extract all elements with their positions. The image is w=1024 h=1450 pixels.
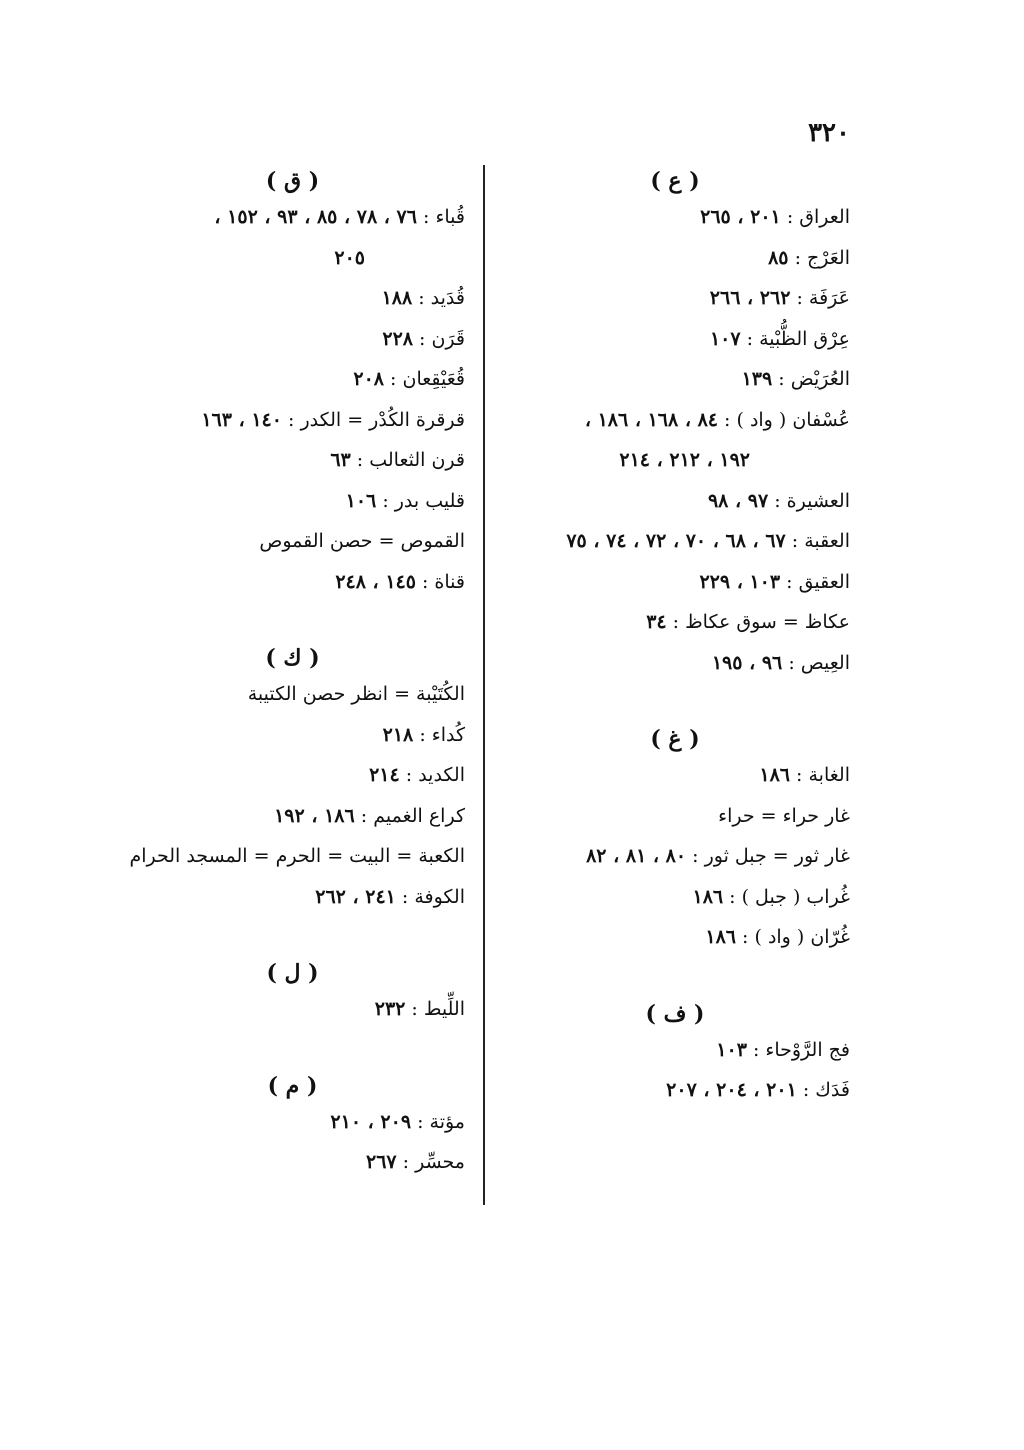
- index-entry: [500, 877, 850, 918]
- entry-name: كُداء :: [419, 723, 465, 746]
- entry-name: مؤتة :: [417, 1110, 465, 1133]
- section-gap: [500, 683, 850, 723]
- entry-page-refs: ٢٣٢: [374, 998, 406, 1020]
- entry-page-refs: ٨٤ ، ١٦٨ ، ١٨٦ ،: [584, 408, 718, 431]
- entry-name: محسِّر :: [402, 1151, 465, 1173]
- index-entry: [120, 238, 465, 279]
- index-entry: [500, 319, 850, 360]
- index-entry: [120, 715, 465, 756]
- index-entry: [120, 877, 465, 918]
- entry-page-refs: ٨٠ ، ٨١ ، ٨٢: [586, 845, 687, 867]
- entry-name: العُرَيْض :: [778, 368, 850, 390]
- index-section: [120, 165, 465, 602]
- entry-page-refs: ١٠٧: [709, 327, 741, 350]
- entry-page-refs: ٢٠٨: [353, 368, 384, 390]
- entry-page-refs: ١٠٦: [345, 489, 377, 512]
- entry-name: قرن الثعالب :: [356, 449, 465, 471]
- entry-name: القموص = حصن القموص: [259, 530, 465, 552]
- entry-name: العقيق :: [786, 570, 850, 593]
- entry-page-refs: ٨٥: [768, 246, 789, 269]
- entry-name: الكوفة :: [401, 885, 465, 908]
- entry-page-refs: ١٠٣ ، ٢٢٩: [699, 570, 781, 593]
- entry-name: قُعَيْقِعان :: [390, 368, 465, 390]
- entry-name: عكاظ = سوق عكاظ :: [672, 611, 850, 633]
- section-letter: ( ك ): [265, 645, 320, 671]
- index-entry: [500, 238, 850, 279]
- entry-name: العشيرة :: [774, 489, 850, 512]
- index-entry: [500, 1070, 850, 1111]
- index-section: [500, 165, 850, 683]
- entry-name: العِيص :: [788, 651, 850, 674]
- entry-name: قليب بدر :: [382, 489, 465, 512]
- entry-name: العراق :: [786, 206, 850, 228]
- index-entry: [120, 1142, 465, 1183]
- index-entry: [120, 278, 465, 319]
- index-entry: [500, 197, 850, 238]
- index-entry: [500, 796, 850, 837]
- index-entry: [500, 1030, 850, 1071]
- column-divider: [483, 165, 485, 1205]
- left-column: [120, 165, 465, 1183]
- entry-name: قُباء :: [423, 206, 465, 228]
- index-section: [500, 998, 850, 1111]
- section-letter: ( م ): [267, 1072, 318, 1099]
- entry-page-refs: ١٤٠ ، ١٦٣: [201, 408, 282, 431]
- index-entry: [120, 796, 465, 837]
- index-entry: [500, 755, 850, 796]
- right-column: [500, 165, 850, 1111]
- entry-page-refs: ٢٠٩ ، ٢١٠: [330, 1110, 412, 1133]
- section-letter: ( ق ): [265, 168, 320, 194]
- index-entry: [500, 359, 850, 400]
- entry-name: اللِّيط :: [411, 998, 465, 1020]
- entry-page-refs: ٢٦٧: [366, 1151, 397, 1173]
- entry-name: الكُتَيْبة = انظر حصن الكتيبة: [247, 683, 465, 705]
- entry-page-refs: ٢١٤: [369, 764, 400, 786]
- index-entry: [500, 602, 850, 643]
- entry-page-refs: ٢١٨: [382, 723, 414, 746]
- entry-name: غُراب ( جبل ) :: [729, 885, 850, 908]
- index-section: [120, 957, 465, 1030]
- entry-name: الكديد :: [405, 764, 465, 786]
- entry-name: قناة :: [421, 570, 465, 593]
- index-entry: [500, 481, 850, 522]
- entry-page-refs: ٢٤١ ، ٢٦٢: [315, 885, 396, 908]
- entry-page-refs: ٣٤: [646, 611, 667, 633]
- entry-page-refs: ١٨٦: [692, 885, 724, 908]
- entry-name: العقبة :: [791, 530, 850, 552]
- section-gap: [120, 1030, 465, 1070]
- index-entry: [120, 400, 465, 441]
- entry-page-refs: ١٣٩: [741, 368, 773, 390]
- index-entry: [120, 836, 465, 877]
- index-section: [120, 642, 465, 917]
- section-letter: ( ع ): [650, 168, 700, 194]
- index-entry: [500, 562, 850, 603]
- entry-page-refs: ١٤٥ ، ٢٤٨: [335, 570, 416, 593]
- entry-name: العَرْج :: [794, 246, 850, 269]
- entry-page-refs: ١٨٨: [381, 287, 413, 309]
- index-entry: [120, 755, 465, 796]
- index-entry: [500, 440, 850, 481]
- section-letter: ( ف ): [645, 1000, 705, 1027]
- index-entry: [120, 481, 465, 522]
- entry-page-refs: ١٩٢ ، ٢١٢ ، ٢١٤: [619, 449, 750, 471]
- entry-name: فج الرَّوْحاء :: [752, 1038, 850, 1061]
- index-entry: [120, 521, 465, 562]
- entry-name: فَدَك :: [802, 1079, 850, 1101]
- entry-name: كراع الغميم :: [360, 804, 465, 827]
- index-entry: [500, 836, 850, 877]
- section-gap: [500, 958, 850, 998]
- entry-name: غُرّان ( واد ) :: [742, 926, 850, 948]
- index-entry: [500, 278, 850, 319]
- entry-page-refs: ١٨٦ ، ١٩٢: [274, 804, 355, 827]
- entry-name: عِرْق الظُّبْية :: [746, 327, 850, 350]
- section-gap: [120, 602, 465, 642]
- index-entry: [120, 197, 465, 238]
- entry-name: قُدَيد :: [418, 287, 465, 309]
- entry-page-refs: ١٠٣: [716, 1038, 747, 1061]
- entry-page-refs: ٢٦٢ ، ٢٦٦: [709, 287, 791, 309]
- page-number: ٣٢٠: [808, 118, 850, 148]
- index-entry: [120, 1102, 465, 1143]
- entry-page-refs: ٩٦ ، ١٩٥: [711, 651, 783, 674]
- section-letter: ( غ ): [650, 726, 700, 752]
- entry-name: عَرَفَة :: [796, 287, 850, 309]
- entry-page-refs: ٢٠٥: [334, 246, 365, 269]
- entry-name: غار حراء = حراء: [718, 804, 850, 827]
- section-letter: ( ل ): [266, 960, 319, 986]
- index-entry: [120, 562, 465, 603]
- entry-page-refs: ٧٦ ، ٧٨ ، ٨٥ ، ٩٣ ، ١٥٢ ،: [214, 206, 417, 228]
- index-entry: [120, 440, 465, 481]
- entry-page-refs: ٩٧ ، ٩٨: [707, 489, 769, 512]
- entry-page-refs: ٦٣: [330, 449, 351, 471]
- index-entry: [120, 319, 465, 360]
- entry-name: الغابة :: [796, 764, 850, 786]
- index-entry: [120, 674, 465, 715]
- entry-name: الكعبة = البيت = الحرم = المسجد الحرام: [129, 845, 465, 867]
- entry-name: قَرَن :: [419, 327, 465, 350]
- index-entry: [120, 989, 465, 1030]
- entry-name: غار ثور = جبل ثور :: [692, 845, 850, 867]
- index-entry: [120, 359, 465, 400]
- entry-name: عُسْفان ( واد ) :: [724, 408, 850, 431]
- index-entry: [500, 917, 850, 958]
- entry-page-refs: ١٨٦: [705, 926, 736, 948]
- entry-name: قرقرة الكُدْر = الكدر :: [288, 408, 465, 431]
- entry-page-refs: ٢٠١ ، ٢٠٤ ، ٢٠٧: [666, 1079, 797, 1101]
- section-gap: [120, 917, 465, 957]
- index-section: [120, 1070, 465, 1183]
- entry-page-refs: ٢٠١ ، ٢٦٥: [700, 206, 781, 228]
- entry-page-refs: ١٨٦: [759, 764, 790, 786]
- index-entry: [500, 400, 850, 441]
- entry-page-refs: ٢٢٨: [382, 327, 413, 350]
- index-section: [500, 723, 850, 958]
- entry-page-refs: ٦٧ ، ٦٨ ، ٧٠ ، ٧٢ ، ٧٤ ، ٧٥: [566, 530, 786, 552]
- index-entry: [500, 643, 850, 684]
- index-entry: [500, 521, 850, 562]
